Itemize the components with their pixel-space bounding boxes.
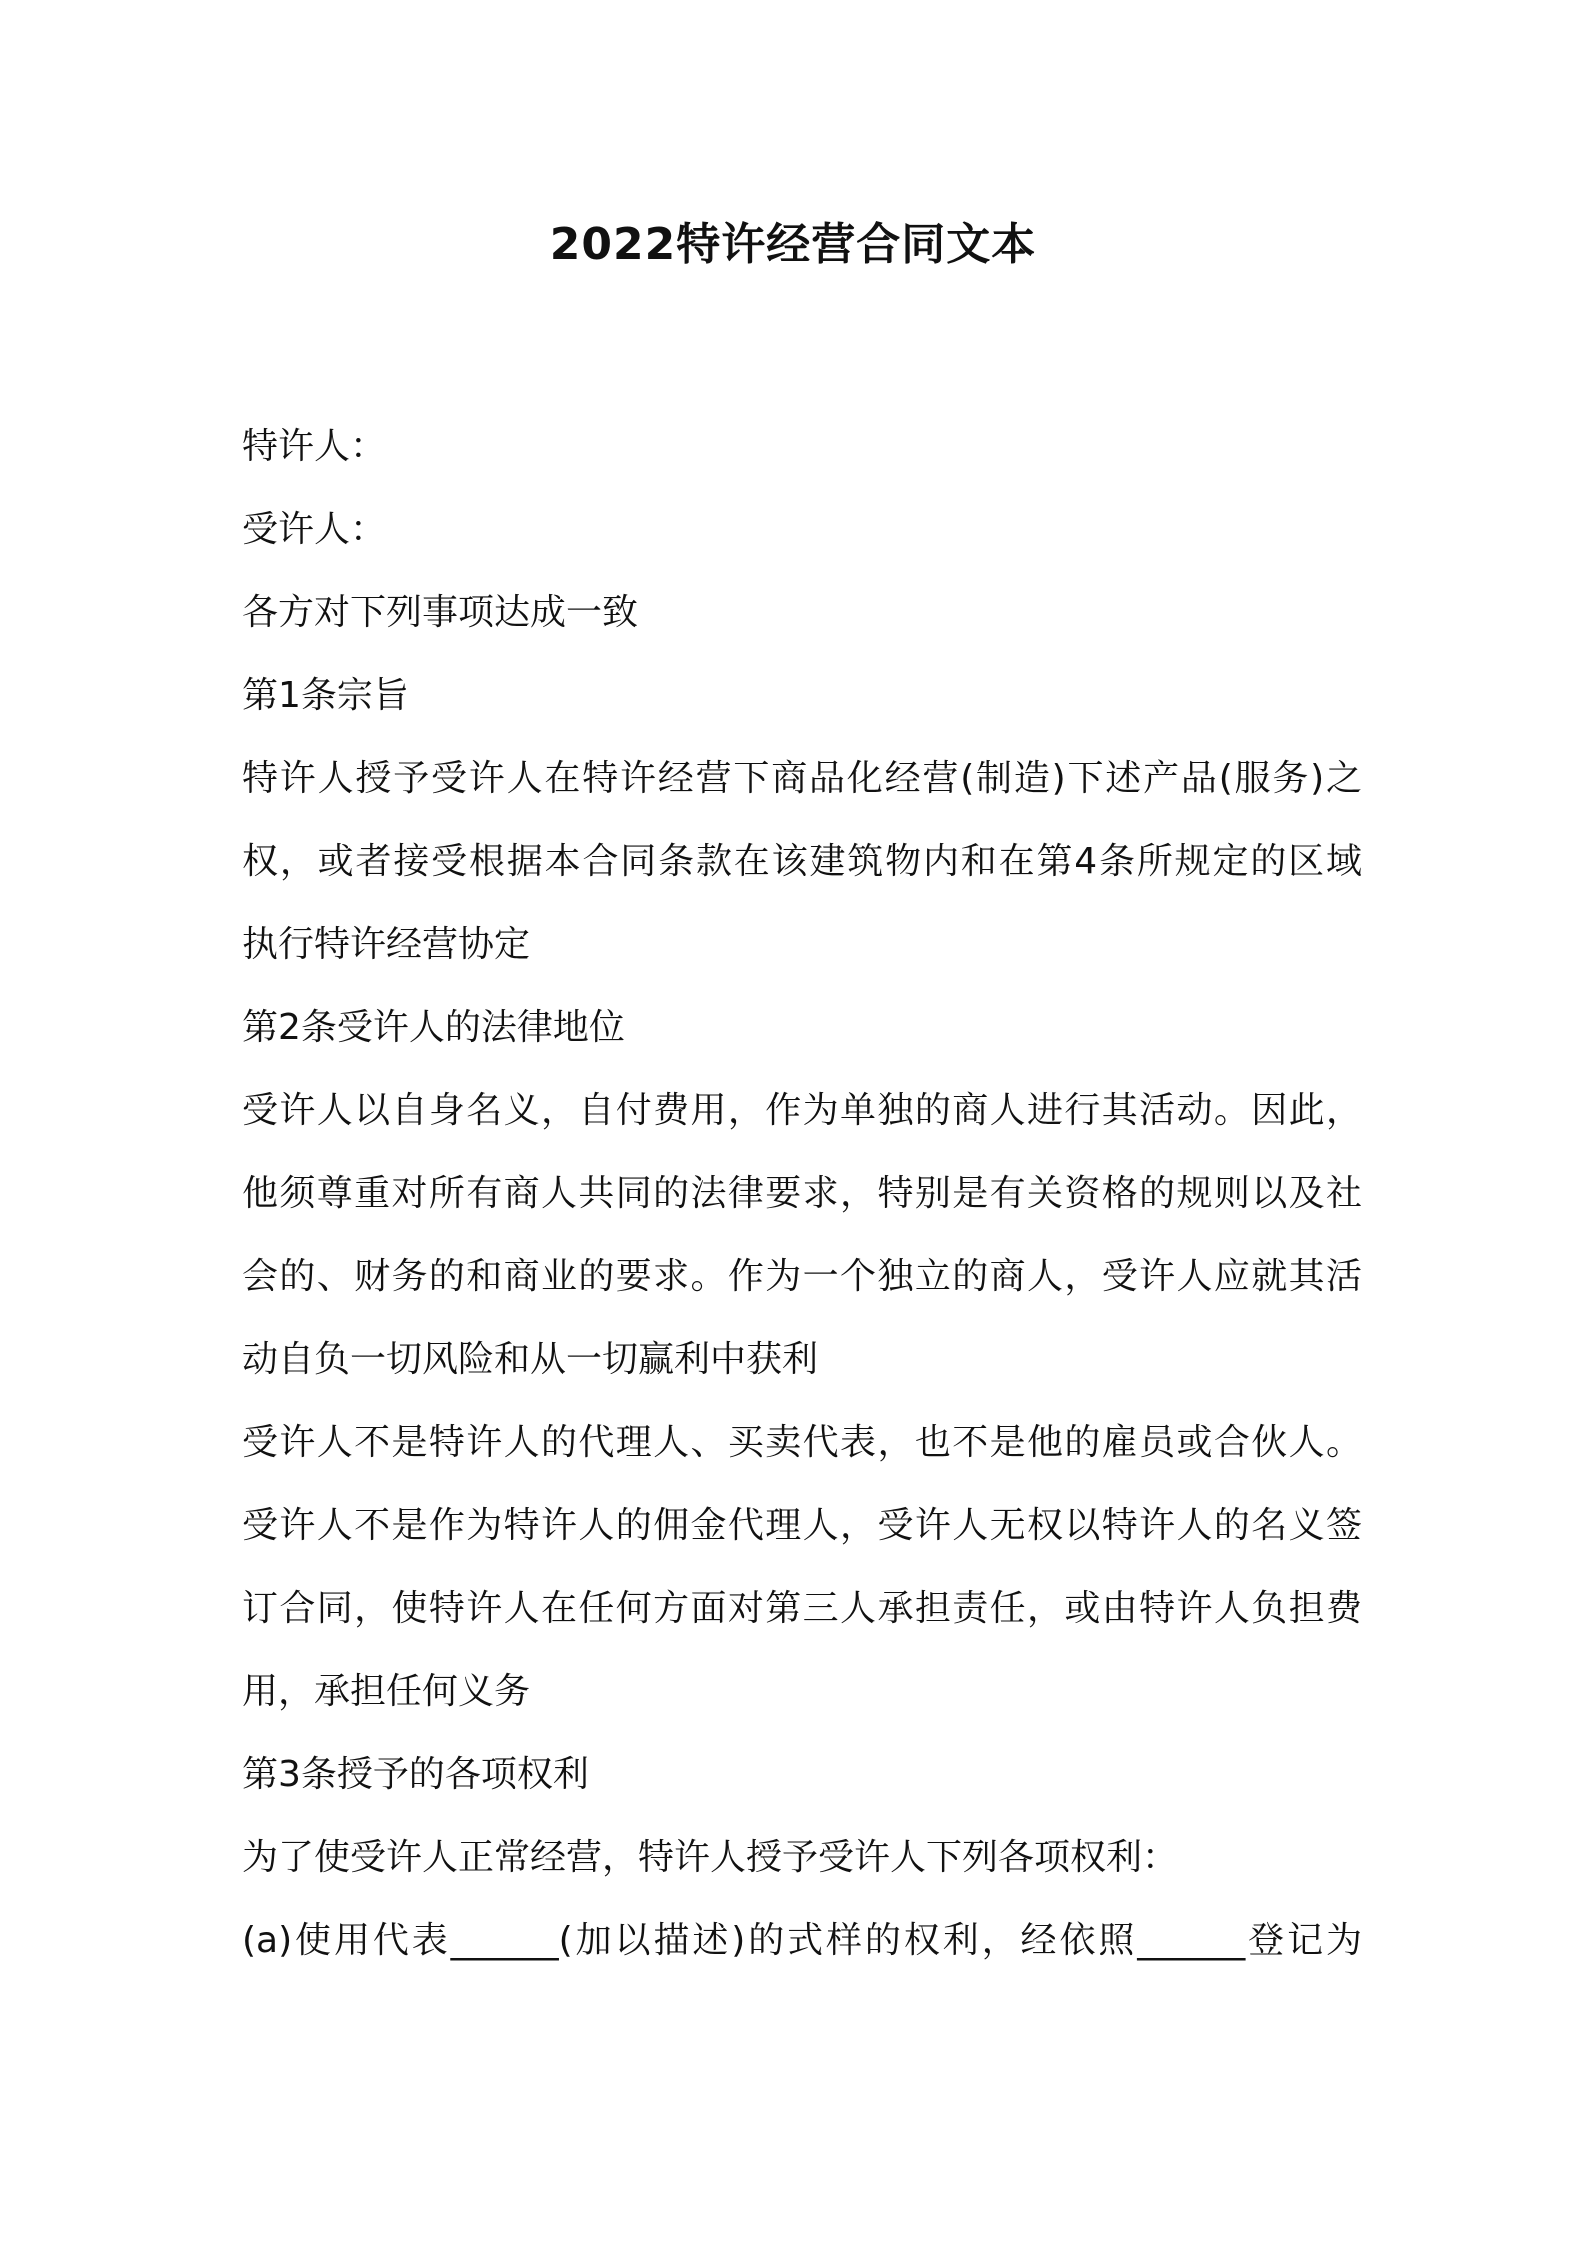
article-2-heading: 第2条受许人的法律地位 — [242, 1007, 625, 1048]
article-2-text-line: 他须尊重对所有商人共同的法律要求，特别是有关资格的规则以及社 — [242, 1173, 1362, 1214]
article-1-text-line: 执行特许经营协定 — [242, 924, 531, 965]
franchisor-label: 特许人： — [242, 426, 387, 467]
franchisee-label: 受许人： — [242, 509, 387, 550]
article-3-text-line: (a)使用代表______(加以描述)的式样的权利，经依照______登记为 — [242, 1920, 1362, 1961]
article-1-text-line: 特许人授予受许人在特许经营下商品化经营(制造)下述产品(服务)之 — [242, 758, 1362, 799]
article-2-text-line: 受许人不是特许人的代理人、买卖代表，也不是他的雇员或合伙人。 — [242, 1422, 1362, 1463]
agreement-intro: 各方对下列事项达成一致 — [242, 592, 639, 633]
article-1-text-line: 权，或者接受根据本合同条款在该建筑物内和在第4条所规定的区域 — [242, 841, 1362, 882]
article-2-text-line: 会的、财务的和商业的要求。作为一个独立的商人，受许人应就其活 — [242, 1256, 1362, 1297]
article-2-text-line: 受许人以自身名义，自付费用，作为单独的商人进行其活动。因此， — [242, 1090, 1362, 1131]
document-title: 2022特许经营合同文本 — [549, 219, 1037, 270]
article-3-heading: 第3条授予的各项权利 — [242, 1754, 589, 1795]
article-2-text-line: 动自负一切风险和从一切赢利中获利 — [242, 1339, 819, 1380]
article-3-text-line: 为了使受许人正常经营，特许人授予受许人下列各项权利： — [242, 1837, 1179, 1878]
article-1-heading: 第1条宗旨 — [242, 675, 409, 716]
article-2-text-line: 用，承担任何义务 — [242, 1671, 531, 1712]
document-body — [242, 405, 1362, 1982]
article-2-text-line: 受许人不是作为特许人的佣金代理人，受许人无权以特许人的名义签 — [242, 1505, 1362, 1546]
article-2-text-line: 订合同，使特许人在任何方面对第三人承担责任，或由特许人负担费 — [242, 1588, 1362, 1629]
